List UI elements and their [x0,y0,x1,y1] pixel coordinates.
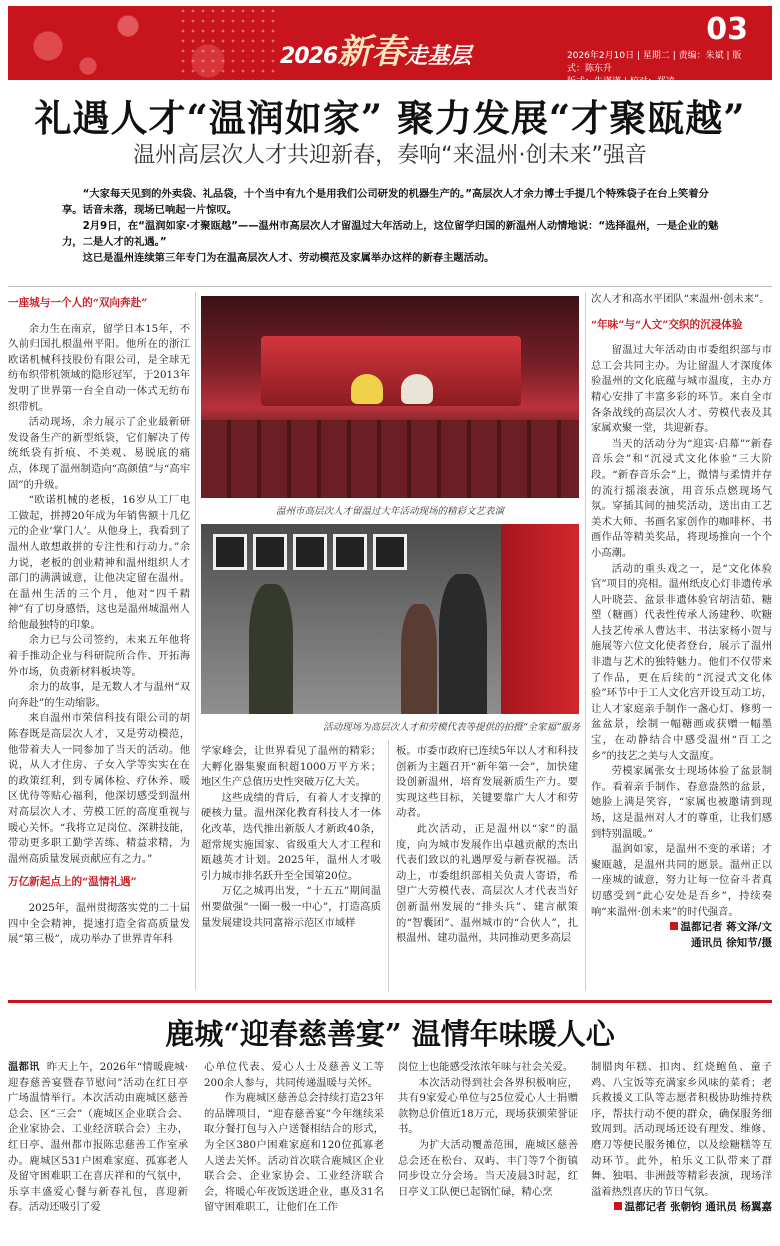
wall-frame [333,534,367,570]
body-paragraph: 此次活动，正是温州以“家”的温度，向为城市发展作出卓越贡献的杰出代表们致以的礼遇厚爱与新春祝福。活动上，市委组织部相关负责人寄语，希望广大劳模代表、高层次人才代表当好创新温州发展的“排头兵”、建言献策的“智囊团”、温州城市的“合伙人”，扎根温州、建功温州，共同推动更多高层 [396,822,578,945]
body-paragraph: 板。市委市政府已连续5年以人才和科技创新为主题召开“新年第一会”，加快建设创新温州，培育发展新质生产力。要实现这些目标，关键要靠广大人才和劳动者。 [396,745,578,820]
main-headline: 礼遇人才“温润如家” 聚力发展“才聚瓯越” [34,96,746,140]
body-paragraph: 这些成绩的背后，有着人才支撑的硬核力量。温州深化教育科技人才一体化改革，迭代推出新版人才新政40条，超常规实施国家、省级重大人才工程和瓯越英才计划。2025年，温州人才吸引力城市排名跃升至全国第20位。 [201,791,381,882]
article2-column-4 [591,1060,772,1242]
byline [591,920,772,936]
body-paragraph: 当天的活动分为“迎宾·启幕”“新春音乐会”和“沉浸式文化体验”三大阶段。“新春音乐会”上，微情与柔情并存的流行摇滚表演，用音乐点燃现场气氛。穿插其间的抽奖活动，送出由工艺美术大师、书画名家创作的咖啡杯、书画作品等精美奖品，将现场推向一个个小高潮。 [591,437,772,559]
body-paragraph: 活动的重头戏之一，是“文化体验官”项目的亮相。温州纸皮心灯非遗传承人叶晓芸、盆景非遗体验官胡洁茹、糖塑（糖画）代表性传承人汤建秒、吹糖人技艺传承人曹达丰、书法家杨小贺与施展等六位文化使者登台，展示了温州非遗与艺术的独特魅力。他们不仅带来了作品，更在后续的“沉浸式文化体验”环节中于工人文化宫开设互动工坊，让人才家庭亲手制作一盏心灯、修剪一盆盆景，绘制一幅糖画或获赠一幅墨宝，在动静结合中感受温州“百工之乡”的技艺之美与人文温度。 [591,562,772,762]
photo-caption: 活动现场为高层次人才和劳模代表等提供的拍摄“全家福”服务 [323,722,580,733]
article-column-2 [201,744,381,992]
dateline [567,50,752,89]
reporter-tag: 温都讯 [8,1061,40,1073]
person-figure [439,574,487,714]
wall-frame [213,534,247,570]
body-paragraph: 作为鹿城区慈善总会持续打造23年的品牌项目，“迎春慈善宴”今年继续采取分餐打包与入户送餐相结合的形式，为全区380户困难家庭和120位孤寡老人送去关怀。活动首次联合鹿城区企业联合会、企业家协会、工业经济联合会，将暖心年夜饭送进企业，惠及31名留守困难职工，让他们在工作 [204,1092,384,1214]
section-heading: 万亿新起点上的“温情礼遇” [8,876,137,889]
wall-frame [253,534,287,570]
column-title-zoujiceng: 走基层 [405,44,472,69]
article2-column-3 [398,1060,578,1242]
column-divider [388,740,389,992]
secondary-headline: 鹿城“迎春慈善宴” 温情年味暖人心 [165,1017,615,1051]
body-paragraph: 次人才和高水平团队“来温州·创未来”。 [591,293,770,305]
article-column-1 [8,292,190,992]
body-paragraph: 万亿之城再出发，“十五五”期间温州要做强“一圈一极一中心”，打造高质量发展建设共同富裕示范区市域样 [201,885,381,929]
dateline-line-1: 2026年2月10日 | 星期二 | 责编：朱斌 | 版式：陈东升 [567,51,742,74]
lead-paragraph: 这已是温州连续第三年专门为在温高层次人才、劳动模范及家属举办这样的新春主题活动。 [82,252,495,264]
byline-marker-icon [614,1202,622,1210]
body-text: 昨天上午，2026年“情暖鹿城·迎春慈善宴暨春节慰问”活动在红日亭广场温情举行。本次活动由鹿城区慈善总会、区“三会”（鹿城区企业联合会、企业家协会、工业经济联合会）主办，红日亭、温州都市报陈忠慈善工作室承办。鹿城区531户困难家庭、孤寡老人及留守困难职工在喜庆祥和的气氛中，乐享丰盛爱心餐与新春礼包，喜迎新春。活动还吸引了爱 [8,1061,189,1214]
byline-marker-icon [670,922,678,930]
audience-seats [201,420,579,498]
byline-text: 温都记者 蒋文泽/文 [680,921,772,934]
wall-frame [373,534,407,570]
photo-stage-performance [201,296,579,498]
photographer-figure [249,584,293,714]
section-heading: “年味”与“人文”交织的沉浸体验 [591,318,743,331]
column-title [280,24,471,73]
section-heading: 一座城与一个人的“双向奔赴” [8,297,148,309]
article2-column-1 [8,1060,188,1242]
section-divider [8,1000,772,1003]
body-paragraph: 来自温州市荣信科技有限公司的胡陈春既是高层次人才，又是劳动模范，他带着夫人一同参加了当天的活动。他说，从人才住房、子女入学等实实在在的政策红利，到专属体检、疗休养、暖区优待等贴心福利，他深切感受到温州对高层次人才、劳模工匠的高度重视与暖心关怀。“我将立足岗位、深耕技能，带动更多职工勤学苦练、精益求精，为温州高质量发展贡献应有之力。” [8,712,190,865]
byline-photo: 通讯员 徐知节/摄 [691,936,772,949]
wall-frame [293,534,327,570]
red-backdrop [501,524,579,714]
body-paragraph: 活动现场，余力展示了企业最新研发设备生产的新型纸袋，它们解决了传统纸袋有折痕、不美观、易脱底的痛点，体现了温州制造向“高颜值”与“高牢固”的升级。 [8,416,190,491]
lead-paragraph: 2月9日，在“温润如家·才聚瓯越”——温州市高层次人才留温过大年活动上，这位留学归国的新温州人动情地说：“选择温州，一是企业的魅力，二是人才的礼遇。” [62,220,719,248]
body-paragraph: 余力已与公司签约，未来五年他将着手推动企业与科研院所合作、开拓海外市场，负责新材料板块等。 [8,634,190,678]
page-number: 03 [706,12,748,47]
article-column-4 [591,292,772,997]
dot-pattern-decoration [178,6,278,80]
lion-dance-figure [401,374,433,404]
body-paragraph: 心单位代表、爱心人士及慈善义工等200余人参与，共同传递温暖与关怀。 [204,1061,384,1089]
body-paragraph: 为扩大活动覆盖范围，鹿城区慈善总会还在松台、双屿、丰门等7个街镇同步设立分会场。当天凌晨3时起，红日亭义工队便已起锅忙碌，精心烹 [398,1138,578,1198]
body-paragraph: 留温过大年活动由市委组织部与市总工会共同主办。为让留温人才深度体验温州的文化底蕴与城市温度，主办方精心安排了丰富多彩的环节。来自全市各条战线的高层次人才、劳模代表及其家属欢聚一堂，共迎新春。 [591,344,772,435]
body-paragraph: 岗位上也能感受浓浓年味与社会关爱。 [398,1061,574,1073]
byline-text: 温都记者 张朝钧 通讯员 杨翼嘉 [624,1201,772,1214]
column-divider [585,292,586,990]
body-paragraph: 劳模家属张女士现场体验了盆景制作。看着亲手制作、春意盎然的盆景，她脸上满是笑容，“家属也被邀请到现场，这是温州对人才的尊重，让我们感到特别温暖。” [591,765,772,840]
body-paragraph: 制腊肉年糕、扣肉、红烧鲍鱼、童子鸡、八宝饭等充满家乡风味的菜肴；老兵救援义工队等志愿者积极协助维持秩序，帮扶行动不便的群众，确保服务细致周到。活动现场还设有理发、维修、磨刀等便民服务摊位，以及绘糖糕等互动环节。此外，柏乐义工队带来了群舞、独唱、非洲鼓等精彩表演，现场洋溢着热烈喜庆的节日气氛。 [591,1061,772,1198]
stage-backdrop [261,336,521,406]
body-paragraph: 2025年，温州贯彻落实党的二十届四中全会精神，提速打造全省高质量发展“第三极”，成功举办了世界青年科 [8,901,190,946]
column-title-year: 2026 [280,44,338,69]
divider [8,286,772,287]
article-column-3 [396,744,578,992]
photo-family-portrait [201,524,579,714]
column-title-xinchun: 新春 [337,32,406,72]
lion-dance-figure [351,374,383,404]
byline [591,1200,772,1216]
lead-paragraphs [62,186,722,266]
sub-headline: 温州高层次人才共迎新春，奏响“来温州·创未来”强音 [133,143,647,168]
column-divider [195,292,196,990]
header-banner [8,6,772,87]
dateline-line-2: 版式：朱谨谨 | 校对：郑凌 [567,77,675,87]
lead-paragraph: “大家每天见到的外卖袋、礼品袋，十个当中有九个是用我们公司研发的机器生产的。”高层次人才余力博士手提几个特殊袋子在台上笑着分享。话音未落，现场已响起一片惊叹。 [62,188,709,216]
body-paragraph: 本次活动得到社会各界积极响应，共有9家爱心单位与25位爱心人士捐赠款物总价值近18万元，现场获颁荣誉证书。 [398,1076,578,1136]
article2-column-2 [204,1060,384,1242]
body-paragraph: “欧诺机械的老板，16岁从工厂电工做起，拼搏20年成为年销售额十几亿元的企业‘掌门人’。从他身上，我看到了温州人敢想敢拼的专注性和行动力。”余力说，老板的创业精神和温州组织人才部门的满满诚意，让他决定留在温州。在温州生活的三个月，他对“四千精神”有了切身感悟，这也是温州城温州人给他最独特的印象。 [8,494,190,631]
photo-caption: 温州市高层次人才留温过大年活动现场的精彩文艺表演 [275,506,504,517]
body-paragraph: 余力生在南京，留学日本15年，不久前归国扎根温州平阳。他所在的浙江欧诺机械科技股份有限公司，是全球无纺布织带机领域的隐形冠军，于2013年发明了世界第一台全自动一体式无纺布织带机。 [8,322,190,413]
body-paragraph: 余力的故事，是无数人才与温州“双向奔赴”的生动缩影。 [8,681,190,709]
body-paragraph: 温润如家，是温州不变的承诺；才聚瓯越，是温州共同的愿景。温州正以一座城的诚意，努力让每一位奋斗者真切感受到“此心安处是吾乡”，持续奏响“来温州·创未来”的时代强音。 [591,843,772,918]
body-paragraph: 学家峰会，让世界看见了温州的精彩；大孵化器集聚面积超1000万平方米；地区生产总值历史性突破万亿大关。 [201,745,381,789]
person-figure [401,604,437,714]
